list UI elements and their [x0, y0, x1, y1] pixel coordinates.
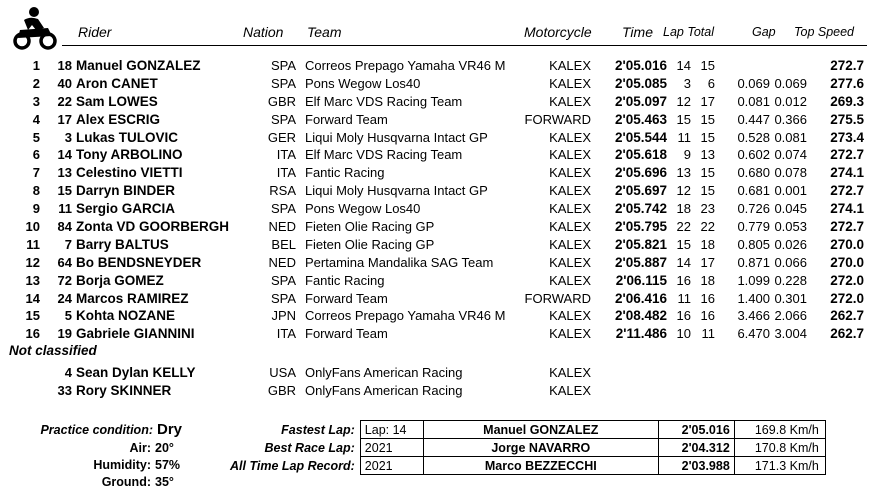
nation: NED	[268, 254, 296, 270]
nation: USA	[269, 365, 296, 380]
team: Correos Prepago Yamaha VR46 M	[305, 308, 506, 324]
team: Liqui Moly Husqvarna Intact GP	[305, 129, 488, 145]
best-lap: 14	[676, 254, 691, 270]
position: 3	[32, 93, 40, 109]
rider-name: Rory SKINNER	[76, 382, 172, 398]
all-time-record-row	[226, 457, 825, 475]
position: 12	[25, 254, 40, 270]
gap-to-first: 0.726	[737, 201, 770, 217]
total-laps: 15	[700, 183, 715, 199]
total-laps: 15	[700, 58, 715, 73]
team: Forward Team	[305, 111, 388, 127]
total-laps: 18	[700, 272, 715, 288]
best-lap: 15	[676, 236, 691, 252]
nation: RSA	[269, 183, 296, 199]
result-row	[0, 182, 872, 200]
fastest-lap-label: Fastest Lap:	[281, 422, 355, 437]
result-row	[0, 146, 872, 164]
top-speed: 269.3	[830, 93, 864, 109]
top-speed: 275.5	[830, 111, 864, 127]
all-time-record-year: 2021	[360, 457, 423, 475]
motorcycle: KALEX	[549, 75, 591, 91]
best-race-lap-year: 2021	[360, 439, 423, 457]
lap-time: 2'05.463	[614, 111, 667, 127]
rider-number: 5	[64, 308, 72, 324]
best-lap: 12	[676, 183, 691, 199]
lap-time: 2'08.482	[614, 308, 667, 324]
top-speed: 277.6	[830, 75, 864, 91]
nation: GBR	[267, 93, 296, 109]
motorcycle: KALEX	[549, 58, 591, 73]
total-laps: 18	[700, 236, 715, 252]
top-speed: 270.0	[830, 254, 864, 270]
gap-to-first: 0.602	[737, 147, 770, 163]
team: Correos Prepago Yamaha VR46 M	[305, 58, 506, 73]
total-laps: 16	[700, 290, 715, 306]
rider-number: 17	[57, 111, 72, 127]
best-lap: 9	[683, 147, 691, 163]
col-time: Time	[622, 24, 653, 40]
total-laps: 22	[700, 219, 715, 235]
header-divider	[62, 45, 867, 46]
team: Fantic Racing	[305, 165, 385, 181]
rider-number: 18	[57, 58, 72, 73]
result-row	[0, 254, 872, 272]
humidity-label: Humidity:	[93, 458, 151, 472]
rider-name: Gabriele GIANNINI	[76, 326, 195, 342]
gap-to-previous: 0.228	[774, 272, 807, 288]
rider-number: 15	[57, 183, 72, 199]
all-time-record-time: 2'03.988	[658, 457, 734, 475]
nation: SPA	[270, 58, 296, 73]
gap-to-first: 0.681	[737, 183, 770, 199]
fastest-lap-rider: Manuel GONZALEZ	[423, 421, 658, 439]
motorcycle-rider-icon	[10, 6, 60, 50]
rider-name: Darryn BINDER	[76, 183, 176, 199]
results-header	[0, 0, 872, 50]
motorcycle: KALEX	[549, 147, 591, 163]
team: Liqui Moly Husqvarna Intact GP	[305, 183, 488, 199]
team: Forward Team	[305, 290, 388, 306]
lap-time: 2'06.115	[615, 272, 667, 288]
best-lap: 10	[676, 326, 691, 342]
result-row	[0, 111, 872, 129]
rider-name: Aron CANET	[76, 75, 158, 91]
motorcycle: KALEX	[549, 201, 591, 217]
total-laps: 16	[700, 308, 715, 324]
not-classified-list	[0, 364, 872, 400]
humidity-value: 57%	[155, 458, 181, 472]
result-row	[0, 290, 872, 308]
nation: SPA	[270, 272, 296, 288]
rider-number: 22	[57, 93, 72, 109]
all-time-record-label: All Time Lap Record:	[230, 458, 355, 473]
total-laps: 17	[700, 254, 715, 270]
position: 15	[25, 308, 40, 324]
team: OnlyFans American Racing	[305, 382, 463, 398]
total-laps: 23	[700, 201, 715, 217]
rider-name: Tony ARBOLINO	[76, 147, 183, 163]
col-nation: Nation	[243, 24, 284, 40]
result-row	[0, 57, 872, 75]
lap-time: 2'05.097	[614, 93, 667, 109]
position: 11	[26, 236, 40, 252]
top-speed: 272.0	[830, 272, 864, 288]
lap-time: 2'11.486	[615, 326, 667, 342]
gap-to-previous: 0.078	[774, 165, 807, 181]
lap-time: 2'05.795	[614, 219, 667, 235]
top-speed: 274.1	[830, 201, 864, 217]
rider-name: Lukas TULOVIC	[76, 129, 179, 145]
not-classified-row	[0, 382, 872, 400]
team: Elf Marc VDS Racing Team	[305, 147, 463, 163]
nation: NED	[268, 219, 296, 235]
motorcycle: KALEX	[549, 365, 591, 380]
position: 13	[25, 272, 40, 288]
team: Fieten Olie Racing GP	[305, 236, 435, 252]
nation: SPA	[270, 75, 296, 91]
top-speed: 272.7	[830, 147, 864, 163]
nation: SPA	[270, 290, 296, 306]
team: Pons Wegow Los40	[305, 75, 421, 91]
gap-to-first: 0.805	[737, 236, 770, 252]
lap-time: 2'05.085	[614, 75, 667, 91]
best-lap: 15	[676, 111, 691, 127]
gap-to-first: 3.466	[737, 308, 770, 324]
motorcycle: KALEX	[549, 129, 591, 145]
result-row	[0, 164, 872, 182]
rider-number: 13	[57, 165, 72, 181]
team: Pertamina Mandalika SAG Team	[305, 254, 494, 270]
position: 6	[32, 147, 40, 163]
lap-time: 2'05.742	[614, 201, 667, 217]
fastest-lap-row	[226, 421, 825, 439]
rider-name: Marcos RAMIREZ	[76, 290, 189, 306]
motorcycle: KALEX	[549, 219, 591, 235]
gap-to-first: 0.069	[737, 75, 770, 91]
nation: SPA	[270, 111, 296, 127]
position: 2	[32, 75, 40, 91]
gap-to-previous: 0.012	[774, 93, 807, 109]
rider-number: 7	[64, 236, 72, 252]
lap-time: 2'05.821	[614, 236, 667, 252]
top-speed: 272.7	[830, 183, 864, 199]
result-row	[0, 272, 872, 290]
motorcycle: KALEX	[549, 272, 591, 288]
rider-number: 72	[57, 272, 72, 288]
fastest-lap-time: 2'05.016	[658, 421, 734, 439]
top-speed: 270.0	[830, 236, 864, 252]
team: Forward Team	[305, 326, 388, 342]
team: Elf Marc VDS Racing Team	[305, 93, 463, 109]
total-laps: 6	[707, 75, 715, 91]
rider-name: Sean Dylan KELLY	[76, 365, 196, 380]
fastest-lap-number: Lap: 14	[360, 421, 423, 439]
top-speed: 262.7	[830, 308, 864, 324]
result-row	[0, 129, 872, 147]
all-time-record-speed: 171.3 Km/h	[734, 457, 825, 475]
rider-name: Manuel GONZALEZ	[76, 58, 201, 73]
gap-to-first: 1.400	[737, 290, 770, 306]
col-gap: Gap	[752, 25, 776, 39]
top-speed: 272.7	[830, 219, 864, 235]
best-lap: 13	[676, 165, 691, 181]
total-laps: 17	[700, 93, 715, 109]
total-laps: 11	[701, 326, 715, 342]
rider-name: Celestino VIETTI	[76, 165, 183, 181]
gap-to-first: 0.680	[737, 165, 770, 181]
col-lap-total: Lap Total	[663, 25, 714, 39]
position: 14	[25, 290, 40, 306]
best-race-lap-speed: 170.8 Km/h	[734, 439, 825, 457]
top-speed: 273.4	[830, 129, 864, 145]
rider-name: Alex ESCRIG	[76, 111, 161, 127]
lap-time: 2'05.618	[614, 147, 667, 163]
best-lap: 18	[676, 201, 691, 217]
rider-number: 84	[57, 219, 72, 235]
total-laps: 15	[700, 165, 715, 181]
result-row	[0, 93, 872, 111]
gap-to-previous: 0.053	[774, 219, 807, 235]
nation: JPN	[271, 308, 296, 324]
motorcycle: FORWARD	[524, 290, 591, 306]
motorcycle: KALEX	[549, 93, 591, 109]
result-row	[0, 200, 872, 218]
best-lap: 11	[677, 290, 691, 306]
nation: BEL	[271, 236, 296, 252]
nation: ITA	[276, 326, 296, 342]
col-motorcycle: Motorcycle	[524, 24, 592, 40]
gap-to-first: 0.447	[737, 111, 770, 127]
team: Pons Wegow Los40	[305, 201, 421, 217]
gap-to-first: 0.779	[737, 219, 770, 235]
position: 1	[32, 58, 40, 73]
gap-to-previous: 3.004	[774, 326, 807, 342]
team: OnlyFans American Racing	[305, 365, 463, 380]
gap-to-previous: 0.081	[774, 129, 807, 145]
result-row	[0, 236, 872, 254]
col-rider: Rider	[78, 24, 112, 40]
rider-number: 19	[57, 326, 72, 342]
gap-to-previous: 2.066	[774, 308, 807, 324]
lap-time: 2'05.697	[614, 183, 667, 199]
best-lap: 16	[676, 272, 691, 288]
rider-number: 11	[58, 201, 72, 217]
motorcycle: KALEX	[549, 236, 591, 252]
best-lap: 11	[677, 129, 691, 145]
best-lap: 14	[676, 58, 691, 73]
best-race-lap-rider: Jorge NAVARRO	[423, 439, 658, 457]
not-classified-label: Not classified	[9, 343, 97, 358]
top-speed: 262.7	[830, 326, 864, 342]
motorcycle: FORWARD	[524, 111, 591, 127]
position: 5	[32, 129, 40, 145]
rider-number: 3	[64, 129, 72, 145]
nation: GBR	[267, 382, 296, 398]
motorcycle: KALEX	[549, 382, 591, 398]
motorcycle: KALEX	[549, 165, 591, 181]
gap-to-previous: 0.301	[774, 290, 807, 306]
team: Fantic Racing	[305, 272, 385, 288]
rider-number: 33	[57, 382, 72, 398]
gap-to-previous: 0.066	[774, 254, 807, 270]
rider-name: Sergio GARCIA	[76, 201, 176, 217]
ground-value: 35°	[155, 475, 174, 489]
result-row	[0, 75, 872, 93]
all-time-record-rider: Marco BEZZECCHI	[423, 457, 658, 475]
gap-to-previous: 0.366	[774, 111, 807, 127]
result-row	[0, 307, 872, 325]
position: 8	[32, 183, 40, 199]
gap-to-previous: 0.001	[774, 183, 807, 199]
total-laps: 13	[700, 147, 715, 163]
rider-number: 24	[57, 290, 72, 306]
motorcycle: KALEX	[549, 326, 591, 342]
best-lap: 22	[676, 219, 691, 235]
results-table	[0, 57, 872, 343]
lap-time: 2'05.544	[614, 129, 667, 145]
rider-number: 40	[57, 75, 72, 91]
motorcycle: KALEX	[549, 183, 591, 199]
lap-time: 2'05.887	[614, 254, 667, 270]
nation: GER	[267, 129, 296, 145]
top-speed: 272.0	[830, 290, 864, 306]
practice-condition-label: Practice condition:	[40, 423, 153, 437]
result-row	[0, 218, 872, 236]
top-speed: 274.1	[830, 165, 864, 181]
lap-records	[226, 420, 826, 475]
gap-to-first: 6.470	[737, 326, 770, 342]
position: 10	[25, 219, 40, 235]
lap-time: 2'05.016	[614, 58, 667, 73]
rider-name: Zonta VD GOORBERGH	[76, 219, 230, 235]
not-classified-row	[0, 364, 872, 382]
fastest-lap-speed: 169.8 Km/h	[734, 421, 825, 439]
lap-time: 2'05.696	[614, 165, 667, 181]
gap-to-previous: 0.074	[774, 147, 807, 163]
air-value: 20°	[155, 441, 174, 455]
motorcycle: KALEX	[549, 308, 591, 324]
best-race-lap-time: 2'04.312	[658, 439, 734, 457]
total-laps: 15	[700, 129, 715, 145]
motorcycle: KALEX	[549, 254, 591, 270]
result-row	[0, 325, 872, 343]
position: 9	[32, 201, 40, 217]
position: 16	[25, 326, 40, 342]
team: Fieten Olie Racing GP	[305, 219, 435, 235]
rider-number: 14	[57, 147, 72, 163]
top-speed: 272.7	[830, 58, 864, 73]
best-lap: 16	[676, 308, 691, 324]
best-race-lap-row	[226, 439, 825, 457]
gap-to-first: 0.871	[737, 254, 770, 270]
rider-number: 64	[57, 254, 72, 270]
lap-time: 2'06.416	[614, 290, 667, 306]
gap-to-first: 1.099	[737, 272, 770, 288]
col-team: Team	[307, 24, 342, 40]
nation: ITA	[276, 165, 296, 181]
best-lap: 12	[676, 93, 691, 109]
gap-to-previous: 0.026	[774, 236, 807, 252]
gap-to-previous: 0.069	[774, 75, 807, 91]
nation: SPA	[270, 201, 296, 217]
air-label: Air:	[129, 441, 151, 455]
gap-to-first: 0.081	[737, 93, 770, 109]
nation: ITA	[276, 147, 296, 163]
practice-condition-value: Dry	[157, 421, 183, 438]
best-lap: 3	[683, 75, 691, 91]
rider-name: Bo BENDSNEYDER	[76, 254, 202, 270]
position: 4	[32, 111, 40, 127]
col-top-speed: Top Speed	[794, 25, 855, 39]
best-race-lap-label: Best Race Lap:	[264, 440, 355, 455]
rider-name: Sam LOWES	[76, 93, 158, 109]
rider-number: 4	[64, 365, 72, 380]
rider-name: Barry BALTUS	[76, 236, 169, 252]
rider-name: Kohta NOZANE	[76, 308, 175, 324]
gap-to-previous: 0.045	[774, 201, 807, 217]
total-laps: 15	[700, 111, 715, 127]
position: 7	[32, 165, 40, 181]
rider-name: Borja GOMEZ	[76, 272, 164, 288]
gap-to-first: 0.528	[737, 129, 770, 145]
ground-label: Ground:	[101, 475, 151, 489]
